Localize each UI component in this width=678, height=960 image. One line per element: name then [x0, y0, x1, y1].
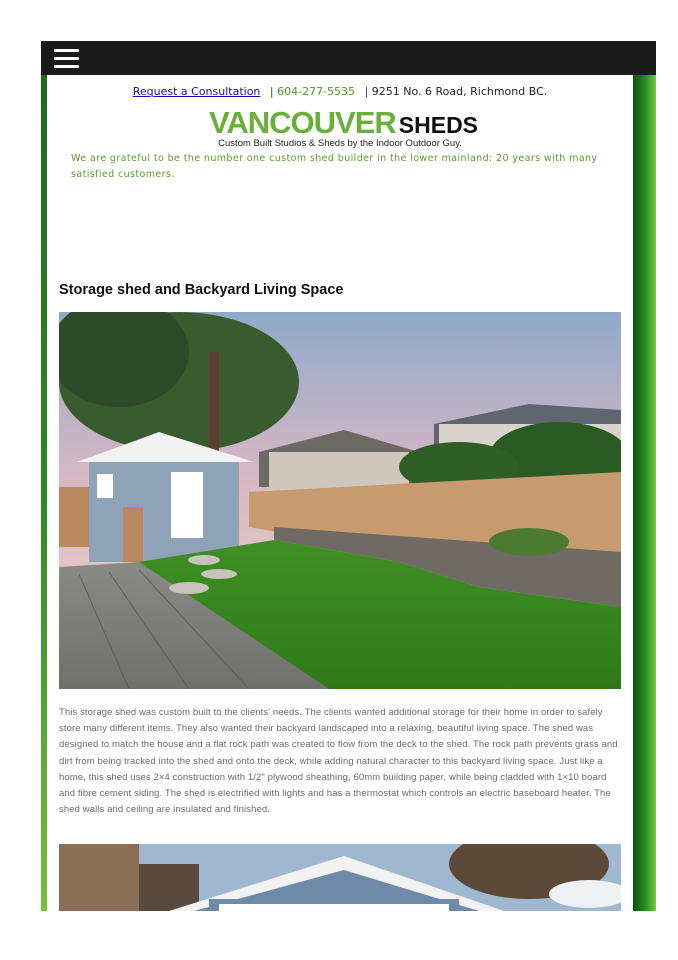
article-title: Storage shed and Backyard Living Space	[59, 282, 344, 298]
phone-number[interactable]: 604-277-5535	[277, 85, 356, 98]
shed-front-photo	[59, 844, 621, 911]
article-body: This storage shed was custom built to the clients' needs. The clients wanted additional storage for their home in order to safely store many different items. They also wanted their backyard landscaped into a relaxing, beautiful living space. The shed was designed to match the house and a flat rock path was created to flow from the deck to the shed. The rock path prevents grass and dirt from being tracked into the shed and onto the deck, while adding natural character to this backyard living space. Just like a home, this shed uses 2×4 construction with 1/2" plywood sheathing, 60mm building paper, while being cladded with 1×10 board and fibre cement siding. The shed is electrified with lights and has a thermostat which controls an electric baseboard heater. The shed walls and ceiling are insulated and finished.	[59, 707, 618, 816]
separator: |	[364, 85, 369, 98]
separator: |	[269, 85, 274, 98]
contact-line	[47, 85, 633, 98]
address: 9251 No. 6 Road, Richmond BC.	[371, 85, 548, 98]
logo-sheds: SHEDS	[398, 112, 479, 138]
shed-backyard-photo	[59, 312, 621, 689]
logo-tagline: Custom Built Studios & Sheds by the Indoor Outdoor Guy.	[218, 138, 462, 149]
top-nav-bar	[41, 41, 656, 75]
request-consultation-link[interactable]: Request a Consultation	[132, 85, 261, 98]
right-green-border	[633, 75, 656, 911]
main-content	[47, 75, 633, 911]
site-logo[interactable]	[209, 105, 479, 149]
intro-text: We are grateful to be the number one custom shed builder in the lower mainland: 20 years with many satisfied customers.	[71, 153, 598, 180]
hamburger-menu-icon[interactable]	[54, 47, 79, 69]
page-frame	[41, 41, 656, 911]
logo-vancouver: VANCOUVER	[209, 105, 396, 140]
